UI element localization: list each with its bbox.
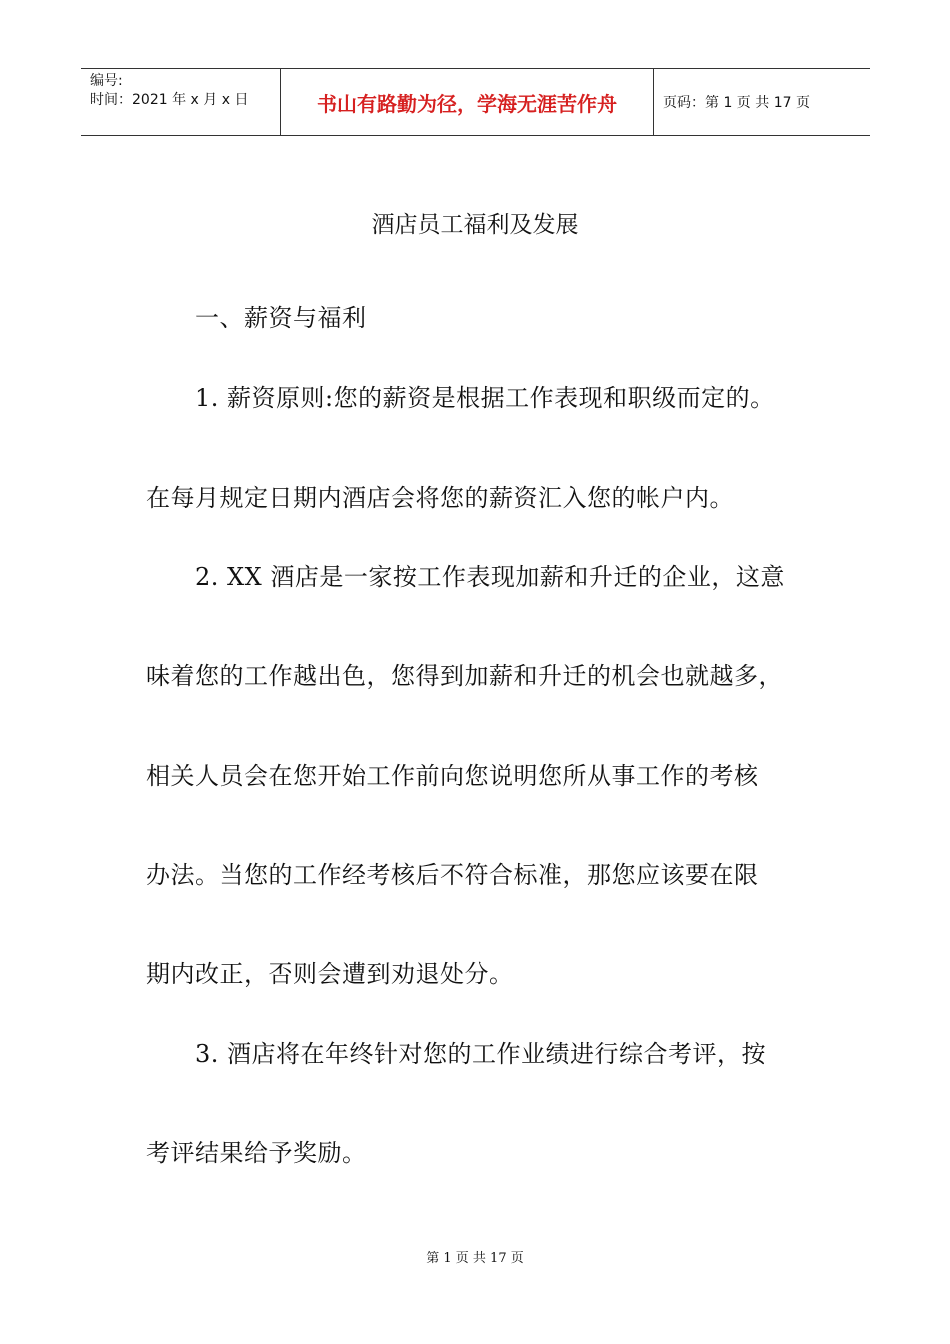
page-footer: 第 1 页 共 17 页 bbox=[426, 1251, 524, 1266]
paragraph-line: 3. 酒店将在年终针对您的工作业绩进行综合考评，按 bbox=[195, 1040, 767, 1068]
document-date-label: 时间：2021 年 x 月 x 日 bbox=[90, 92, 249, 108]
paragraph-line: 期内改正，否则会遭到劝退处分。 bbox=[146, 960, 514, 988]
header-meta bbox=[81, 69, 281, 135]
paragraph-line: 在每月规定日期内酒店会将您的薪资汇入您的帐户内。 bbox=[146, 484, 734, 512]
document-number-label: 编号: bbox=[90, 73, 123, 89]
paragraph-line: 2. XX 酒店是一家按工作表现加薪和升迁的企业，这意 bbox=[195, 563, 785, 591]
paragraph-line: 考评结果给予奖励。 bbox=[146, 1139, 367, 1167]
section-heading: 一、薪资与福利 bbox=[195, 304, 367, 332]
paragraph-line: 相关人员会在您开始工作前向您说明您所从事工作的考核 bbox=[146, 762, 759, 790]
paragraph-line: 1. 薪资原则:您的薪资是根据工作表现和职级而定的。 bbox=[195, 384, 775, 412]
paragraph-line: 味着您的工作越出色，您得到加薪和升迁的机会也就越多， bbox=[146, 662, 783, 690]
header-motto: 书山有路勤为径，学海无涯苦作舟 bbox=[281, 69, 654, 135]
document-title: 酒店员工福利及发展 bbox=[371, 212, 579, 238]
header-page-number: 页码：第 1 页 共 17 页 bbox=[663, 95, 810, 111]
paragraph-line: 办法。当您的工作经考核后不符合标准，那您应该要在限 bbox=[146, 861, 759, 889]
page-header bbox=[81, 68, 870, 136]
